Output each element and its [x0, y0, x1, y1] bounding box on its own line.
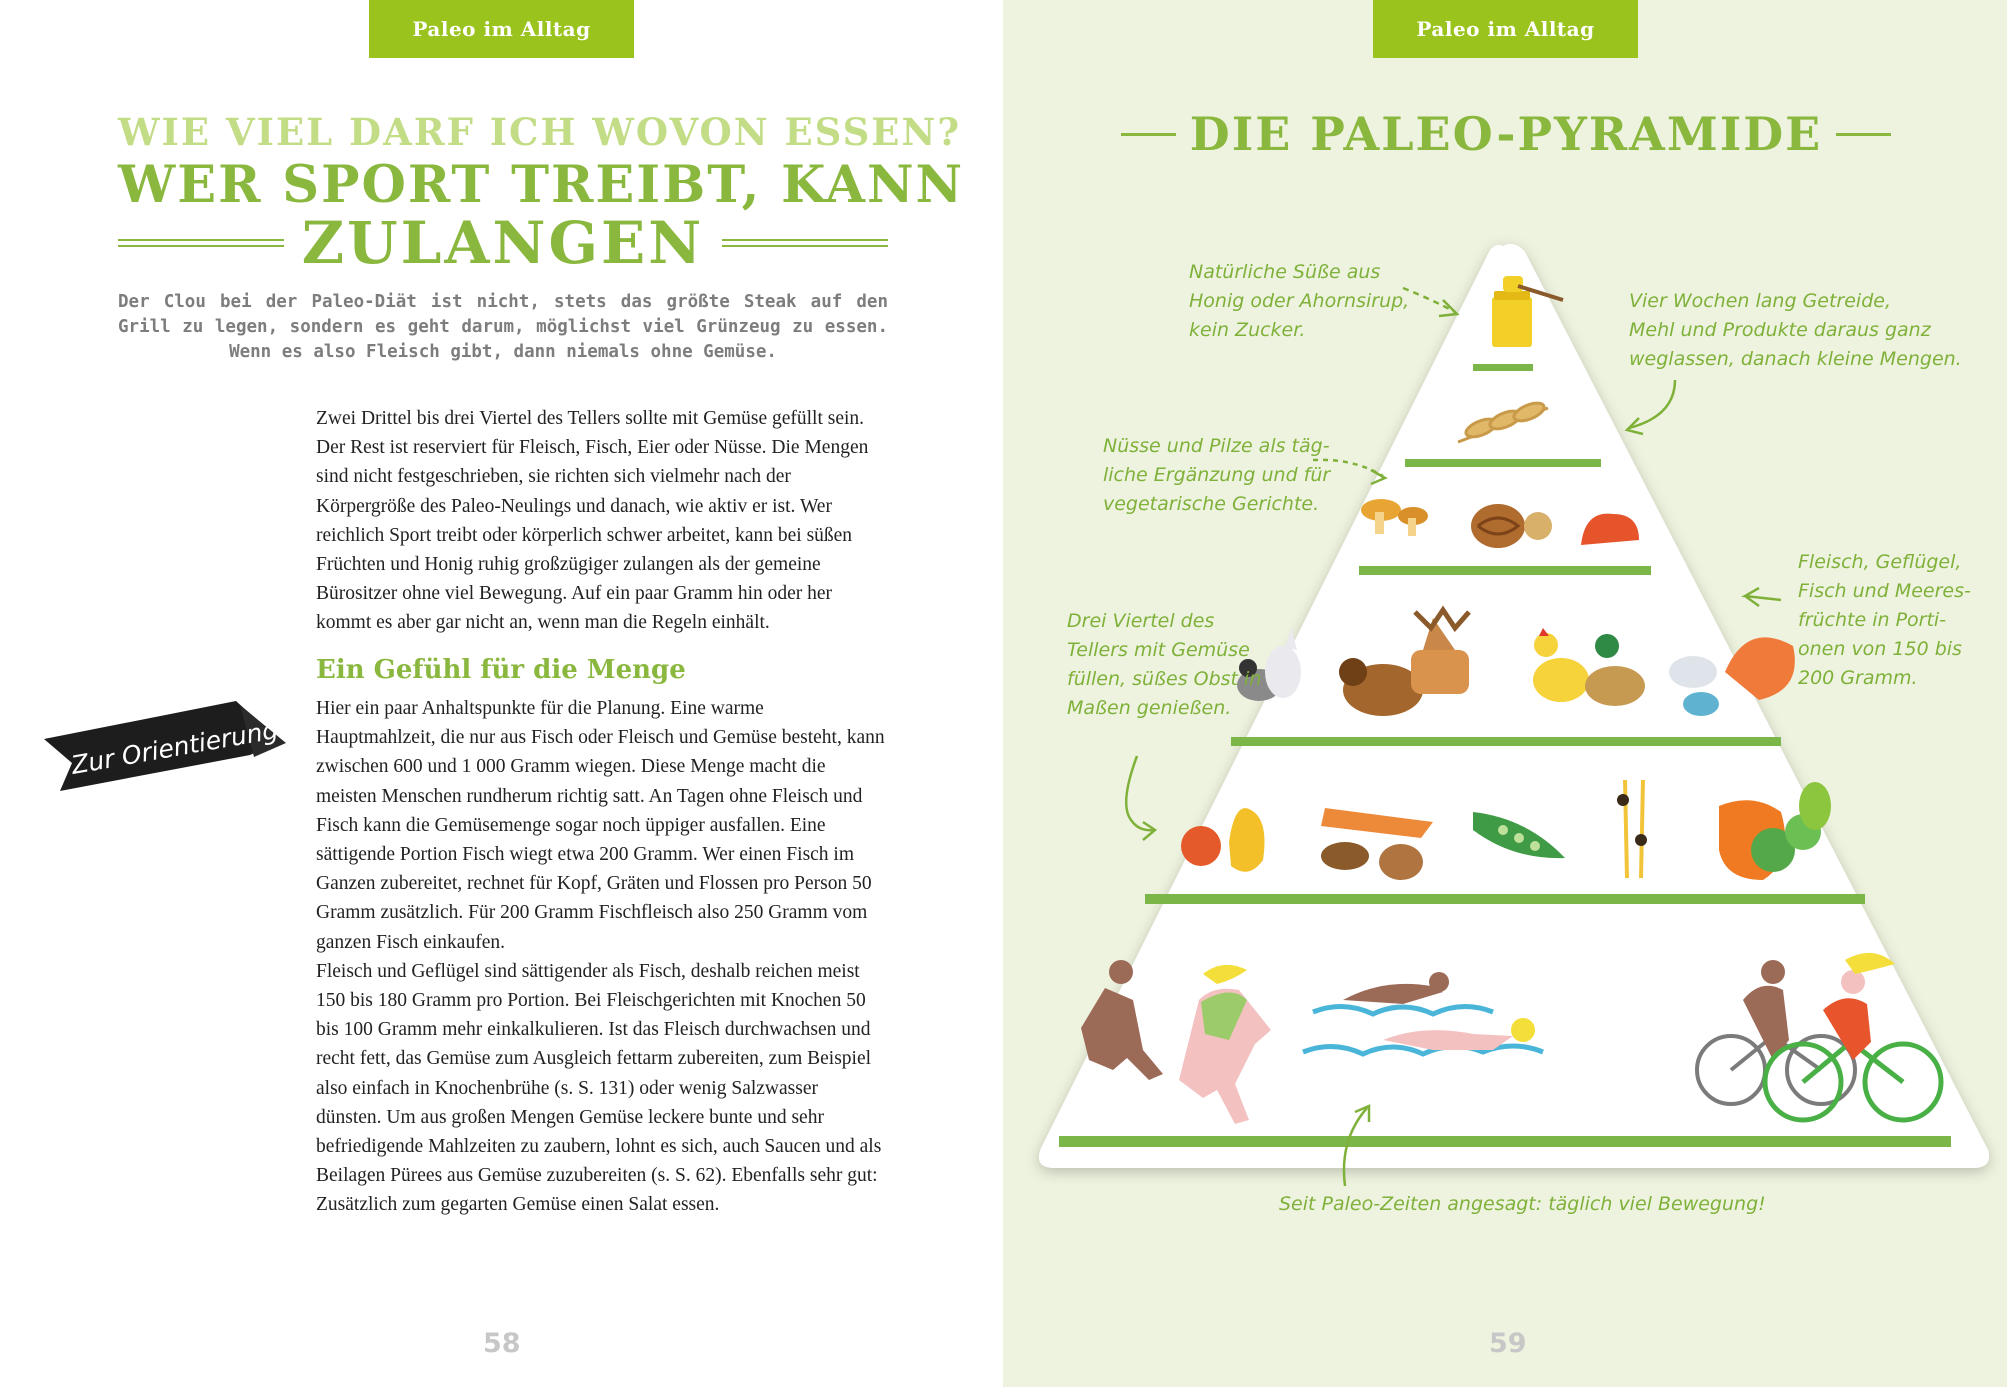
left-page	[0, 0, 1003, 1387]
page-number: 59	[1489, 1328, 1527, 1359]
note-line: Vier Wochen lang Getreide,	[1629, 290, 1891, 312]
note-line: früchte in Porti-	[1798, 609, 1947, 631]
headline-top: WIE VIEL DARF ICH WOVON ESSEN?	[118, 110, 961, 154]
orientation-badge-label: Zur Orientierung	[69, 715, 281, 780]
note-line: Natürliche Süße aus	[1189, 261, 1381, 283]
note-line: Honig oder Ahornsirup,	[1189, 290, 1410, 312]
note-line: füllen, süßes Obst in	[1067, 668, 1262, 690]
note-line: Mehl und Produkte daraus ganz	[1629, 319, 1931, 341]
note-line: vegetarische Gerichte.	[1103, 493, 1320, 515]
note-line: 200 Gramm.	[1798, 667, 1918, 689]
note-grain	[1629, 287, 1962, 374]
body-paragraph-2	[316, 694, 888, 1220]
note-line: liche Ergänzung und für	[1103, 464, 1331, 486]
note-sweet	[1189, 258, 1409, 345]
note-line: kein Zucker.	[1189, 319, 1306, 341]
headline-mid: WER SPORT TREIBT, KANN	[118, 155, 965, 215]
note-meat	[1798, 548, 1971, 693]
note-vegetables	[1067, 607, 1261, 723]
note-line: Fleisch, Geflügel,	[1798, 551, 1962, 573]
header-tab: Paleo im Alltag	[369, 0, 634, 58]
note-line: Tellers mit Gemüse	[1067, 639, 1250, 661]
note-line: Nüsse und Pilze als täg-	[1103, 435, 1330, 457]
headline-bottom: ZULANGEN	[301, 209, 705, 277]
lead-paragraph: Der Clou bei der Paleo-Diät ist nicht, stets das größte Steak auf den Grill zu legen, sondern es geht darum, möglichst viel Grünzeug zu essen. Wenn es also Fleisch gibt, dann niemals ohne Gemüse.	[118, 292, 888, 362]
note-sport: Seit Paleo-Zeiten angesagt: täglich viel Bewegung!	[1279, 1193, 1766, 1215]
header-tab: Paleo im Alltag	[1373, 0, 1638, 58]
note-line: Fisch und Meeres-	[1798, 580, 1971, 602]
note-line: weglassen, danach kleine Mengen.	[1629, 348, 1962, 370]
note-line: Maßen genießen.	[1067, 697, 1232, 719]
pyramid-title: DIE PALEO-PYRAMIDE	[1189, 107, 1823, 161]
note-nuts	[1103, 432, 1330, 519]
body-paragraph-1	[316, 404, 888, 638]
note-line: onen von 150 bis	[1798, 638, 1962, 660]
subheading: Ein Gefühl für die Menge	[316, 655, 686, 685]
right-page	[1003, 0, 2007, 1387]
note-line: Drei Viertel des	[1067, 610, 1215, 632]
headline-rule-right	[722, 239, 888, 247]
paragraph-text: Fleisch und Geflügel sind sättigender als Fisch, deshalb reichen meist 150 bis 180 Gramm pro Portion. Bei Fleischgerichten mit Knochen 50 bis 100 Gramm mehr einkalkulieren. Ist das Fleisch durchwachsen und recht fett, das Gemüse zum Ausgleich fettarm zubereiten, zum Beispiel also einfach in Knochenbrühe (s. S. 131) oder wenig Salzwasser dünsten. Um aus großen Mengen Gemüse leckere bunte und sehr befriedigende Mahlzeiten zu zaubern, lohnt es sich, auch Saucen und als Beilagen Pürees aus Gemüse zuzubereiten (s. S. 62). Ebenfalls sehr gut: Zusätzlich zum gegarten Gemüse einen Salat essen.	[316, 960, 882, 1216]
paragraph-text: Hier ein paar Anhaltspunkte für die Planung. Eine warme Hauptmahlzeit, die nur aus Fisch oder Fleisch und Gemüse besteht, kann zwischen 600 und 1 000 Gramm wiegen. Diese Menge macht die meisten Menschen rundherum richtig satt. An Tagen ohne Fleisch und Fisch kann die Gemüsemenge sogar noch üppiger ausfallen. Eine sättigende Portion Fisch wiegt etwa 200 Gramm. Wer einen Fisch im Ganzen zubereitet, rechnet für Kopf, Gräten und Flossen pro Person 50 Gramm zusätzlich. Für 200 Gramm Fischfleisch also 250 Gramm vom ganzen Fisch einkaufen.	[316, 698, 885, 953]
page-number: 58	[483, 1328, 521, 1359]
paragraph-text: Zwei Drittel bis drei Viertel des Tellers sollte mit Gemüse gefüllt sein. Der Rest ist reserviert für Fleisch, Fisch, Eier oder Nüsse. Die Mengen sind nicht festgeschrieben, sie richten sich vielmehr nach der Körpergröße des Paleo-Neulings und danach, wie aktiv er ist. Wer reichlich Sport treibt oder körperlich schwer arbeitet, kann bei süßen Früchten und Honig ruhig großzügiger zulangen als der gemeine Bürositzer ohne viel Bewegung. Auf ein paar Gramm hin oder her kommt es aber gar nicht an, wenn man die Regeln einhält.	[316, 408, 869, 634]
headline-rule-left	[118, 239, 284, 247]
headline-bottom-row	[118, 210, 888, 276]
